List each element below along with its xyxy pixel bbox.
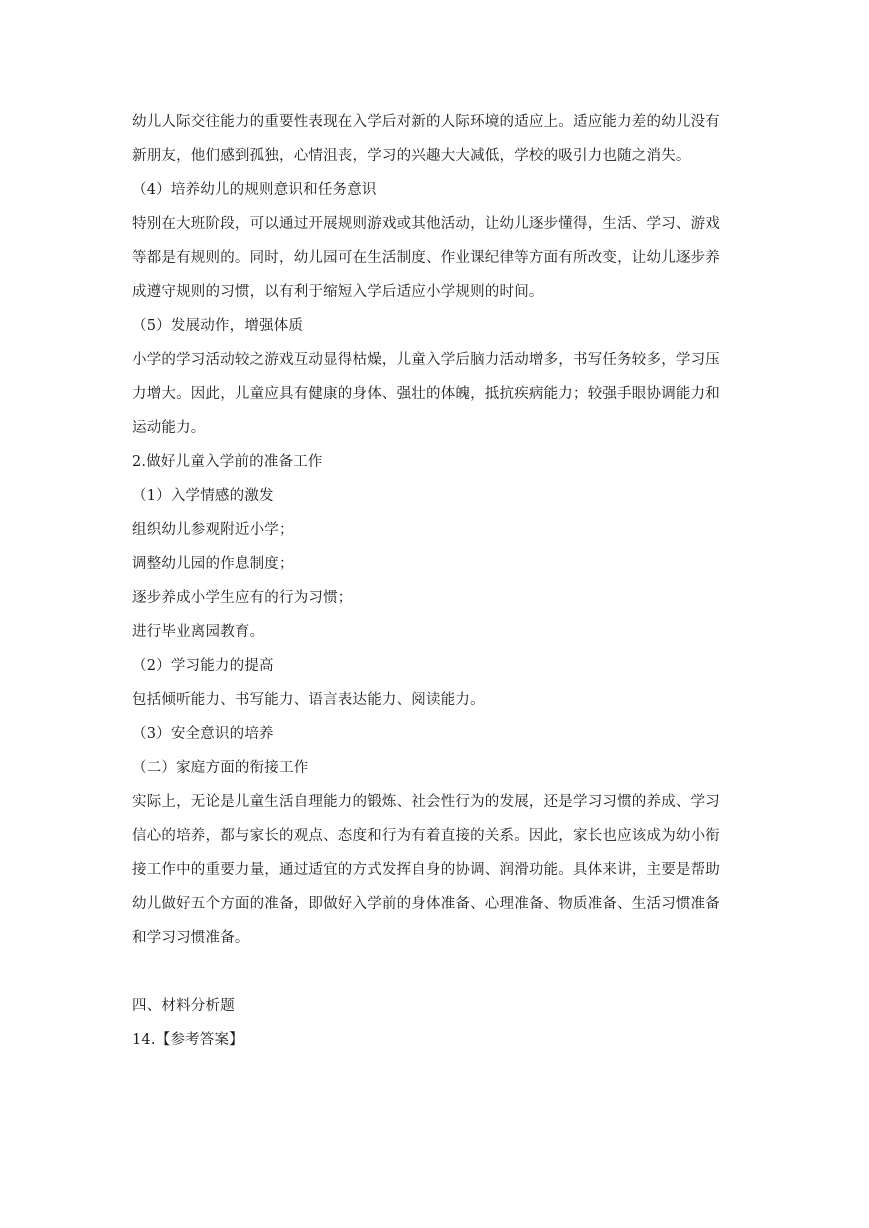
subheading: （5）发展动作，增强体质 bbox=[132, 318, 304, 334]
paragraph-line: 运动能力。 bbox=[132, 420, 206, 436]
paragraph-line: 新朋友，他们感到孤独，心情沮丧，学习的兴趣大大减低，学校的吸引力也随之消失。 bbox=[132, 148, 691, 164]
paragraph-line: 力增大。因此，儿童应具有健康的身体、强壮的体魄，抵抗疾病能力；较强手眼协调能力和 bbox=[132, 386, 720, 402]
paragraph-line: 包括倾听能力、书写能力、语言表达能力、阅读能力。 bbox=[132, 692, 485, 708]
section-heading: （二）家庭方面的衔接工作 bbox=[132, 760, 309, 776]
section-heading: 四、材料分析题 bbox=[132, 998, 235, 1014]
paragraph-line: 信心的培养，都与家长的观点、态度和行为有着直接的关系。因此，家长也应该成为幼小衔 bbox=[132, 828, 720, 844]
list-item: 进行毕业离园教育。 bbox=[132, 624, 265, 640]
subheading: （1）入学情感的激发 bbox=[132, 488, 274, 504]
list-item: 逐步养成小学生应有的行为习惯； bbox=[132, 590, 353, 606]
paragraph-line: 幼儿做好五个方面的准备，即做好入学前的身体准备、心理准备、物质准备、生活习惯准备 bbox=[132, 896, 720, 912]
paragraph-line: 小学的学习活动较之游戏互动显得枯燥，儿童入学后脑力活动增多，书写任务较多，学习压 bbox=[132, 352, 720, 368]
paragraph-line: 接工作中的重要力量，通过适宜的方式发挥自身的协调、润滑功能。具体来讲，主要是帮助 bbox=[132, 862, 720, 878]
subheading: （2）学习能力的提高 bbox=[132, 658, 274, 674]
paragraph-line: 幼儿人际交往能力的重要性表现在入学后对新的人际环境的适应上。适应能力差的幼儿没有 bbox=[132, 114, 720, 130]
paragraph-line: 等都是有规则的。同时，幼儿园可在生活制度、作业课纪律等方面有所改变，让幼儿逐步养 bbox=[132, 250, 720, 266]
list-item: 调整幼儿园的作息制度； bbox=[132, 556, 294, 572]
subheading: （4）培养幼儿的规则意识和任务意识 bbox=[132, 182, 377, 198]
answer-heading: 14.【参考答案】 bbox=[132, 1032, 244, 1048]
paragraph-line: 和学习习惯准备。 bbox=[132, 930, 250, 946]
subheading: （3）安全意识的培养 bbox=[132, 726, 274, 742]
paragraph-line: 特别在大班阶段，可以通过开展规则游戏或其他活动，让幼儿逐步懂得，生活、学习、游戏 bbox=[132, 216, 720, 232]
paragraph-line: 成遵守规则的习惯，以有利于缩短入学后适应小学规则的时间。 bbox=[132, 284, 544, 300]
section-heading: 2.做好儿童入学前的准备工作 bbox=[132, 454, 323, 470]
list-item: 组织幼儿参观附近小学； bbox=[132, 522, 294, 538]
paragraph-line: 实际上，无论是儿童生活自理能力的锻炼、社会性行为的发展，还是学习习惯的养成、学习 bbox=[132, 794, 720, 810]
